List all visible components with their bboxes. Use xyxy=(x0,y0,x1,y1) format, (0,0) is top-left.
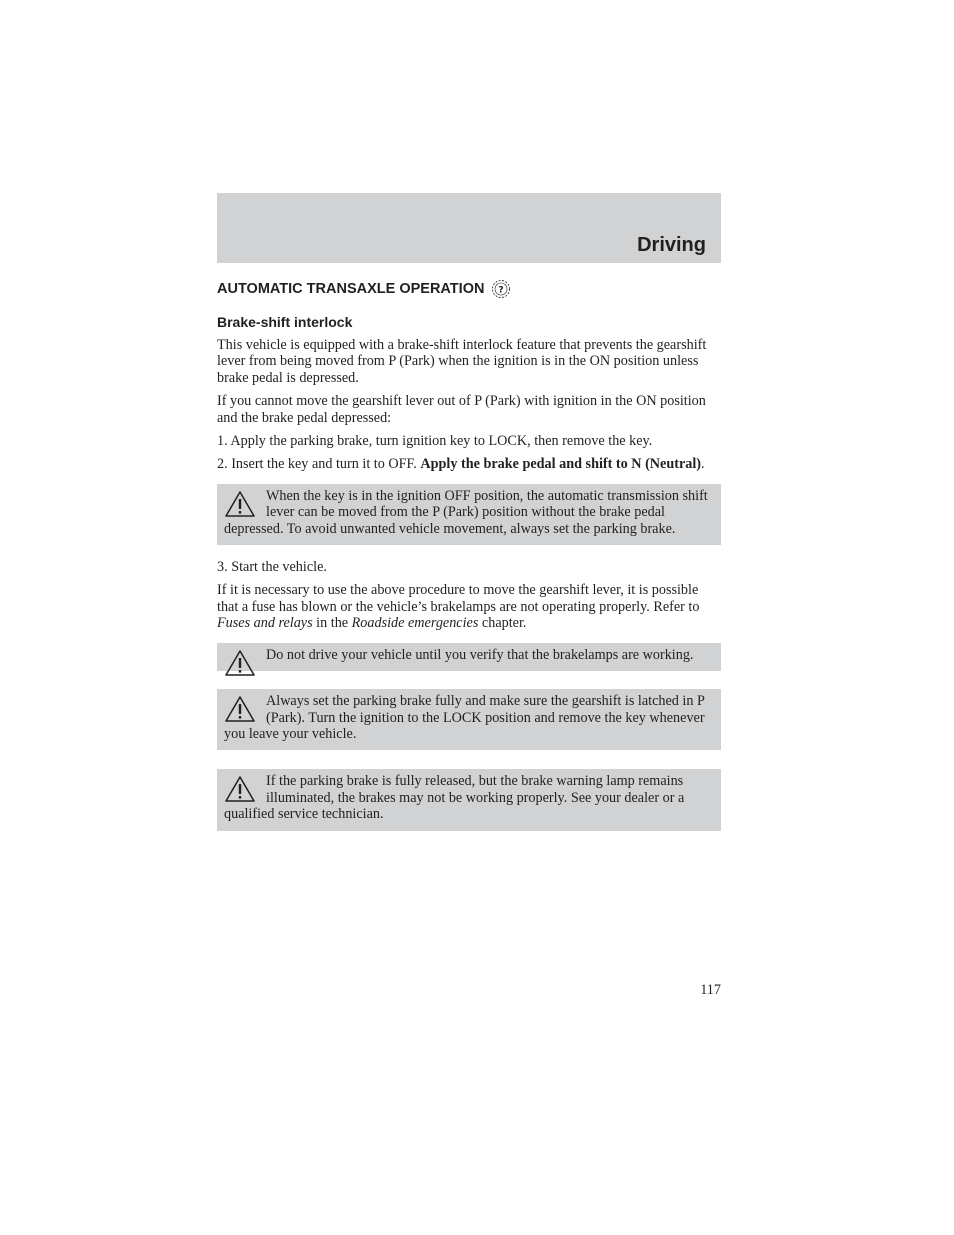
step-2 xyxy=(217,456,721,472)
page-number: 117 xyxy=(700,982,721,998)
paragraph-3 xyxy=(217,582,721,631)
section-heading-text: AUTOMATIC TRANSAXLE OPERATION xyxy=(217,281,485,297)
paragraph-2: If you cannot move the gearshift lever out of P (Park) with ignition in the ON position and the brake pedal depressed: xyxy=(217,393,706,426)
warning-text-2: Do not drive your vehicle until you verify that the brakelamps are working. xyxy=(266,646,694,663)
paragraph-3-text-a: If it is necessary to use the above procedure to move the gearshift lever, it is possible that a fuse has blown or the vehicle’s brakelamps are not operating properly. Refer to xyxy=(217,582,700,615)
warning-triangle-icon xyxy=(224,649,256,677)
step-1: 1. Apply the parking brake, turn ignition key to LOCK, then remove the key. xyxy=(217,433,653,450)
svg-text:?: ? xyxy=(498,285,505,296)
warning-box-3 xyxy=(217,689,721,750)
header-band xyxy=(217,193,721,263)
warning-box-4 xyxy=(217,769,721,830)
fuses-and-relays-reference: Fuses and relays xyxy=(217,615,313,632)
section-title: Driving xyxy=(637,234,706,256)
paragraph-3-text-b: in the xyxy=(312,615,352,632)
warning-text-3: Always set the parking brake fully and make sure the gearshift is latched in P (Park). Turn the ignition to the LOCK position and remove the key whenever you leave your vehicle. xyxy=(224,693,705,742)
sub-heading: Brake-shift interlock xyxy=(217,314,353,330)
step-2-bold: Apply the brake pedal and shift to N (Neutral) xyxy=(420,456,702,473)
paragraph-1: This vehicle is equipped with a brake-shift interlock feature that prevents the gearshift lever from being moved from P (Park) when the ignition is in the ON position unless brake pedal is depressed. xyxy=(217,337,707,386)
manual-page xyxy=(217,193,721,831)
warning-triangle-icon xyxy=(224,490,256,518)
section-heading xyxy=(217,277,721,301)
warning-text-1: When the key is in the ignition OFF position, the automatic transmission shift lever can be moved from the P (Park) position without the brake pedal depressed. To avoid unwanted vehicle movement, always set the parking brake. xyxy=(224,487,708,537)
warning-text-4: If the parking brake is fully released, but the brake warning lamp remains illuminated, the brakes may not be working properly. See your dealer or a qualified service technician. xyxy=(224,773,685,823)
warning-box-1 xyxy=(217,484,721,545)
warning-triangle-icon xyxy=(224,695,256,723)
warning-triangle-icon xyxy=(224,775,256,803)
gear-icon xyxy=(490,278,512,300)
step-3: 3. Start the vehicle. xyxy=(217,559,327,576)
paragraph-3-text-c: chapter. xyxy=(478,615,527,632)
warning-box-2 xyxy=(217,643,721,671)
roadside-emergencies-reference: Roadside emergencies xyxy=(351,615,479,632)
step-2-text: 2. Insert the key and turn it to OFF. xyxy=(217,456,421,473)
step-2-end: . xyxy=(701,456,705,473)
